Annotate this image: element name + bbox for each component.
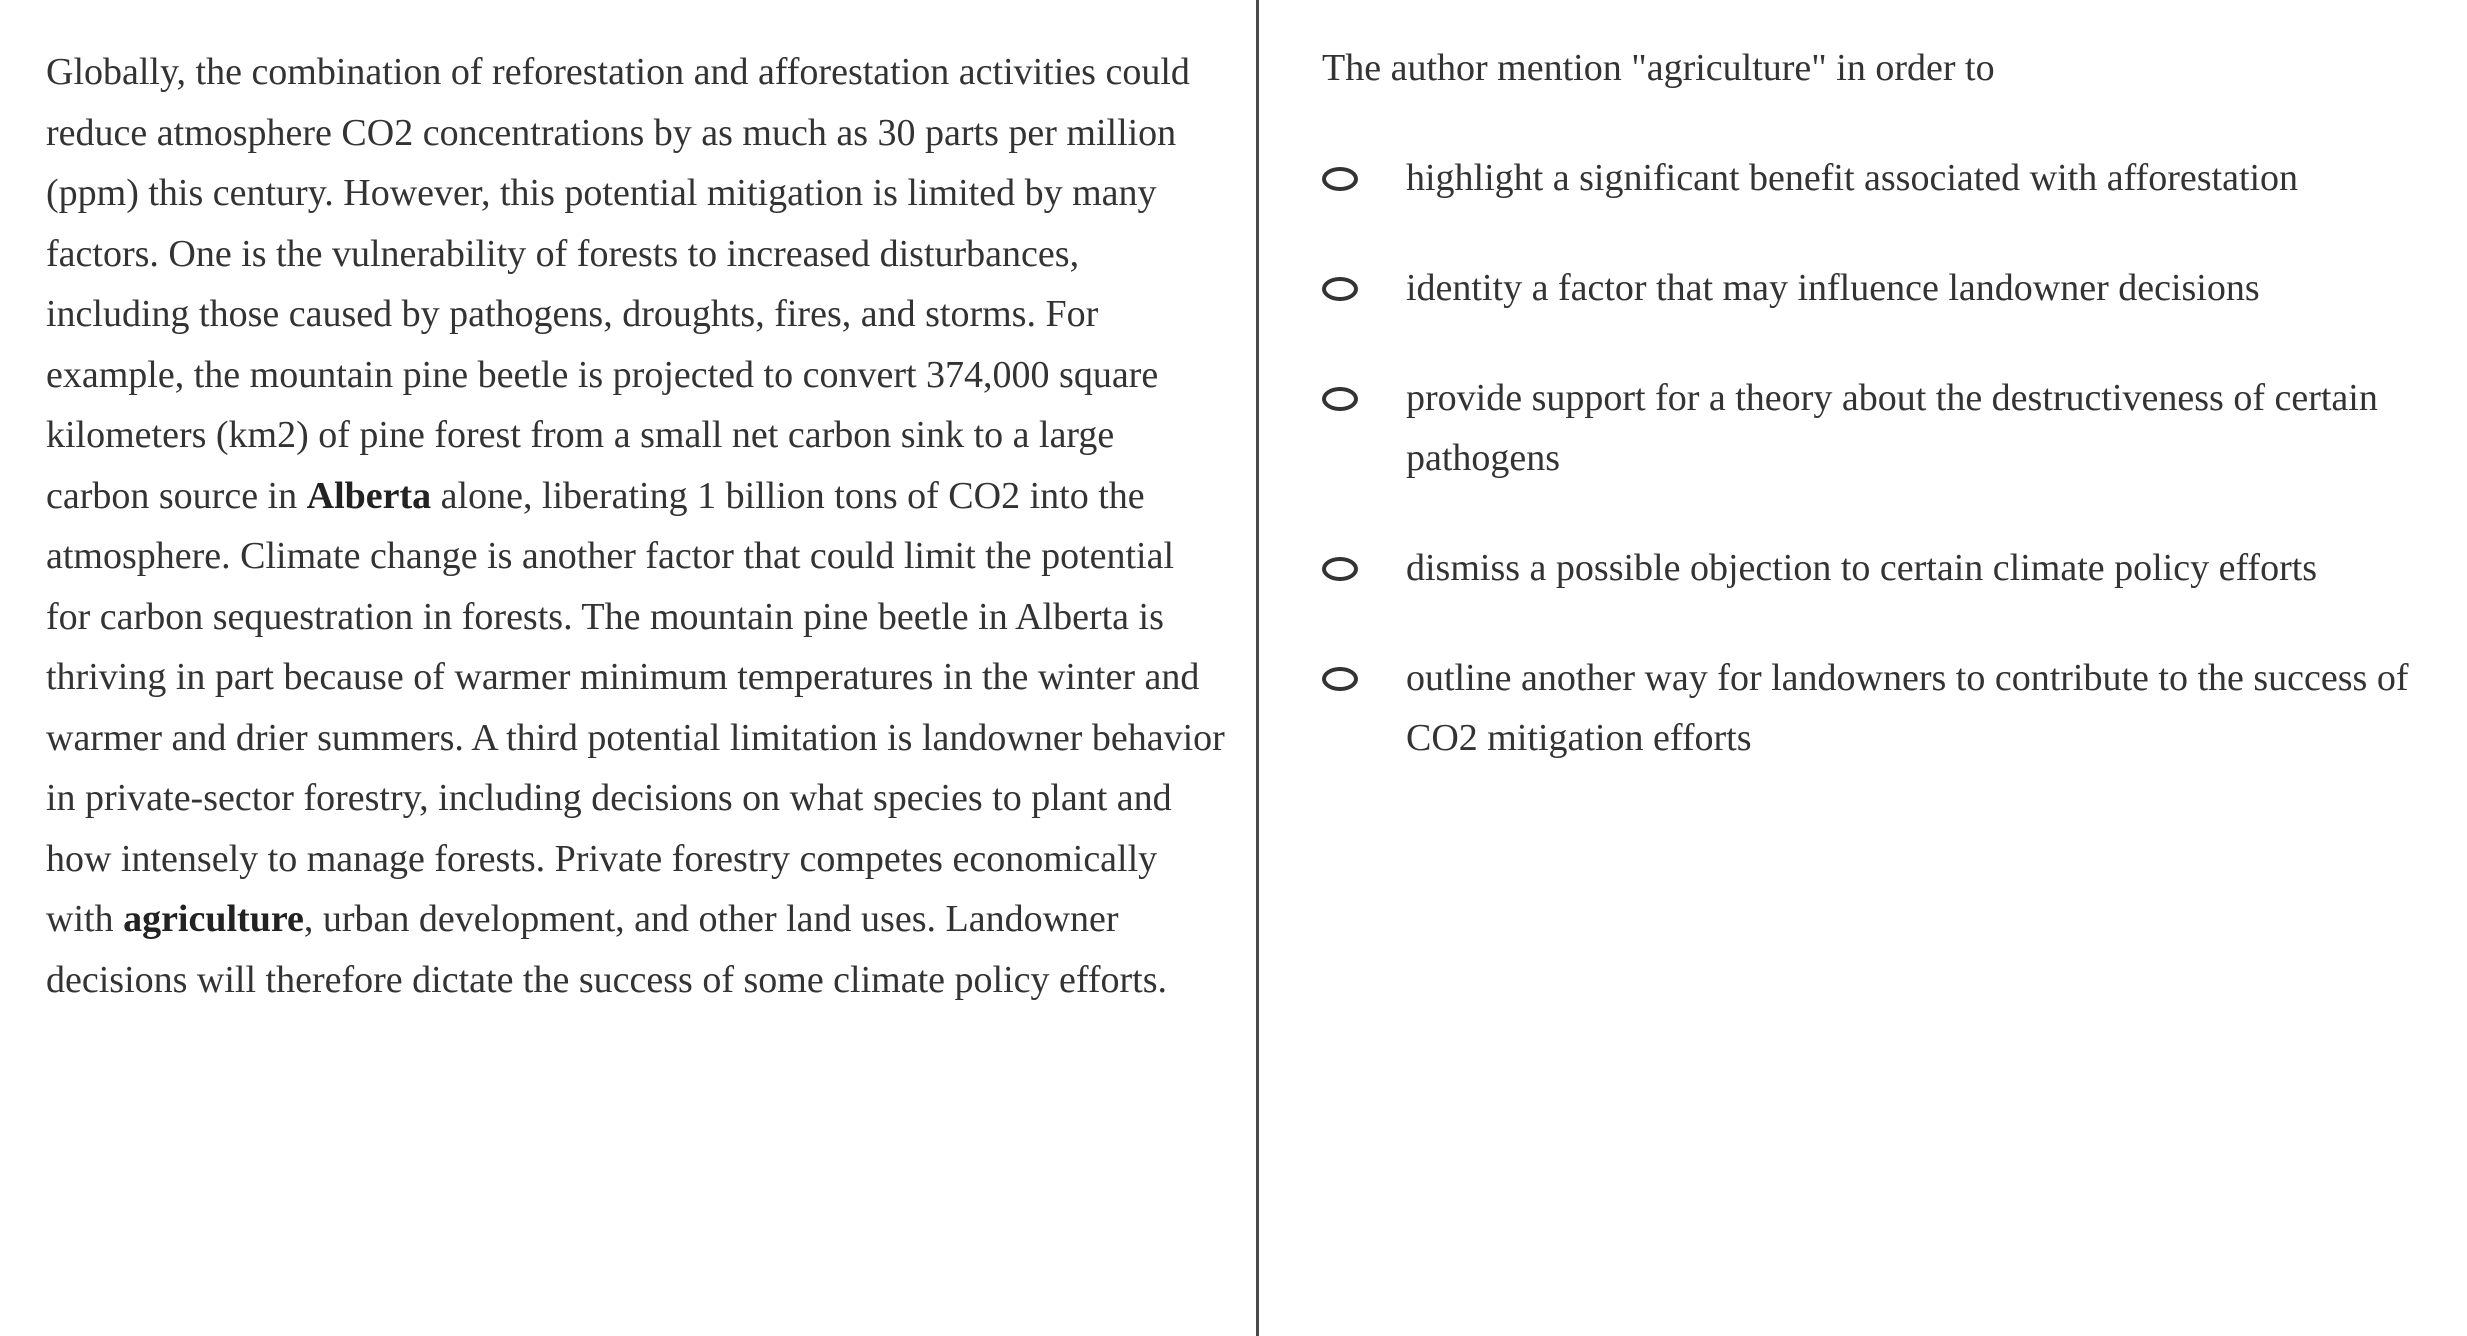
- answer-choice-text: highlight a significant benefit associated with afforestation: [1406, 157, 2299, 199]
- question-stem: The author mention "agriculture" in order to: [1322, 47, 1995, 89]
- answer-choice-text: identity a factor that may influence landowner decisions: [1406, 267, 2260, 309]
- passage-text-3: , urban development, and other land uses. Landowner decisions will therefore dictate the success of some climate policy efforts.: [46, 898, 1167, 1001]
- passage-pane: [46, 42, 1226, 1010]
- passage-text-1: Globally, the combination of reforestation and afforestation activities could reduce atmosphere CO2 concentrations by as much as 30 parts per million (ppm) this century. However, this potential mitigation is limited by many factors. One is the vulnerability of forests to increased disturbances, including those caused by pathogens, droughts, fires, and storms. For example, the mountain pine beetle is projected to convert 374,000 square kilometers (km2) of pine forest from a small net carbon sink to a large carbon source in: [46, 51, 1190, 517]
- radio-button-unchecked-icon[interactable]: [1322, 387, 1358, 411]
- radio-button-unchecked-icon[interactable]: [1322, 167, 1358, 191]
- radio-button-unchecked-icon[interactable]: [1322, 667, 1358, 691]
- answer-choice-text: provide support for a theory about the destructiveness of certain pathogens: [1406, 377, 2378, 479]
- radio-button-unchecked-icon[interactable]: [1322, 557, 1358, 581]
- answer-choice-text: dismiss a possible objection to certain climate policy efforts: [1406, 547, 2318, 589]
- passage-highlight-agriculture: agriculture: [123, 898, 304, 940]
- pane-divider[interactable]: [1256, 0, 1259, 1336]
- answer-choice-e[interactable]: [1322, 648, 2442, 768]
- passage-highlight-alberta: Alberta: [306, 474, 432, 517]
- question-pane: [1322, 38, 2442, 768]
- answer-choice-b[interactable]: [1322, 258, 2442, 318]
- answer-choice-text: outline another way for landowners to contribute to the success of CO2 mitigation efforts: [1406, 657, 2409, 759]
- passage-text-2: alone, liberating 1 billion tons of CO2 into the atmosphere. Climate change is another factor that could limit the potential for carbon sequestration in forests. The mountain pine beetle in Alberta is thriving in part because of warmer minimum temperatures in the winter and warmer and drier summers. A third potential limitation is landowner behavior in private-sector forestry, including decisions on what species to plant and how intensely to manage forests. Private forestry competes economically with: [46, 474, 1225, 940]
- radio-button-unchecked-icon[interactable]: [1322, 277, 1358, 301]
- answer-choice-c[interactable]: [1322, 368, 2442, 488]
- answer-choice-a[interactable]: [1322, 148, 2442, 208]
- answer-choice-d[interactable]: [1322, 538, 2442, 598]
